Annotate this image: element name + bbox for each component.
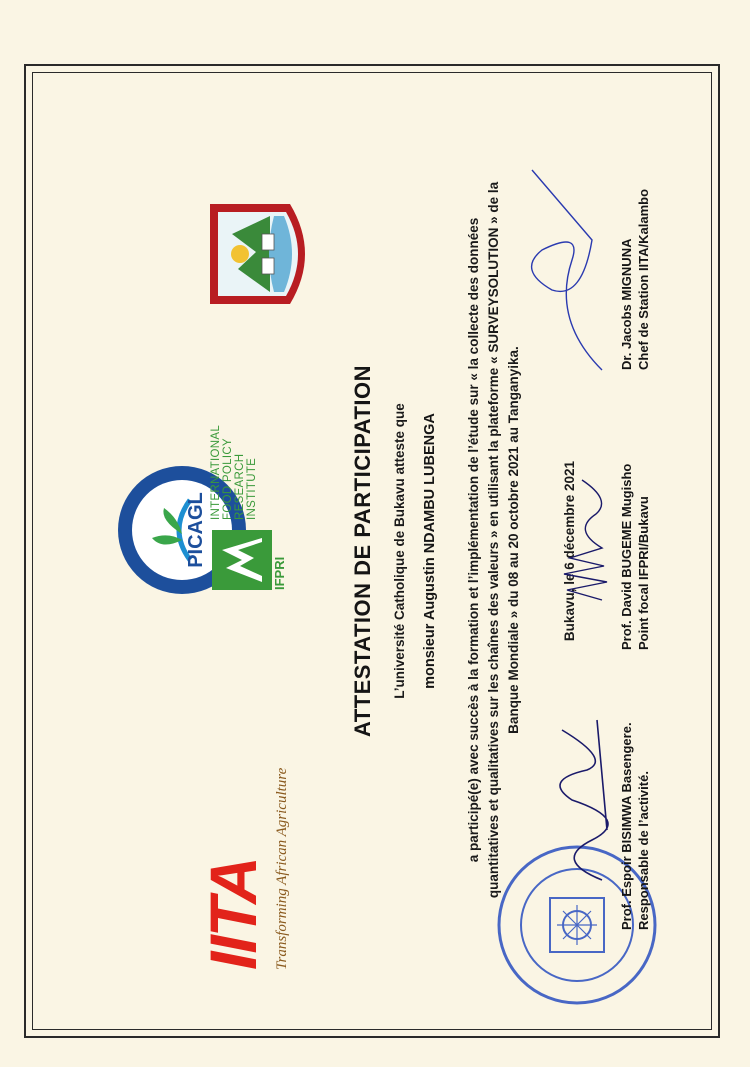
iita-logo xyxy=(196,750,320,970)
ifpri-line: FOOD POLICY xyxy=(222,438,234,520)
signatory-role: Point focal IFPRI/Bukavu xyxy=(636,496,651,650)
signatory-3 xyxy=(618,189,652,370)
iita-wordmark: IITA xyxy=(196,858,270,970)
signatory-1 xyxy=(618,722,652,930)
signatory-role: Responsable de l’activité. xyxy=(636,771,651,930)
ifpri-line: RESEARCH xyxy=(234,453,246,520)
signatory-name: Dr. Jacobs MIGNUNA xyxy=(619,238,634,370)
ifpri-name xyxy=(210,425,258,520)
signature-3 xyxy=(512,160,622,380)
ifpri-line: INSTITUTE xyxy=(246,457,258,520)
iita-tagline: Transforming African Agriculture xyxy=(274,767,290,970)
picagl-wordmark: PICAGL xyxy=(185,492,207,568)
ifpri-logo xyxy=(212,530,272,590)
ifpri-abbr: IFPRI xyxy=(272,556,287,590)
recipient-name: monsieur Augustin NDAMBU LUBENGA xyxy=(422,413,438,689)
ifpri-line: INTERNATIONAL xyxy=(210,424,222,520)
body-line: Banque Mondiale » du 08 au 20 octobre 2021 au Tanganyika. xyxy=(506,346,521,734)
issue-date: Bukavu, le 6 décembre 2021 xyxy=(562,460,577,642)
certificate-title: ATTESTATION DE PARTICIPATION xyxy=(350,364,375,738)
signatory-role: Chef de Station IITA/Kalambo xyxy=(636,188,651,370)
signatory-2 xyxy=(618,464,652,650)
attestation-intro: L’université Catholique de Bukavu atteste que xyxy=(392,403,407,699)
body-line: quantitatives et qualitatives sur les chaînes des valeurs » en utilisant la plateforme « SURVEYSOLUTION » de la xyxy=(486,181,501,899)
ucb-crest-logo xyxy=(200,194,320,314)
signature-1 xyxy=(532,710,622,890)
signatory-name: Prof. Espoir BISIMWA Basengere. xyxy=(619,722,634,930)
signature-2 xyxy=(552,470,622,610)
body-line: a participé(e) avec succès à la formation et l’implémentation de l’étude sur « la collecte des données xyxy=(466,217,481,863)
signatory-name: Prof. David BUGEME Mugisho xyxy=(619,463,634,650)
certificate-content xyxy=(32,72,712,1030)
